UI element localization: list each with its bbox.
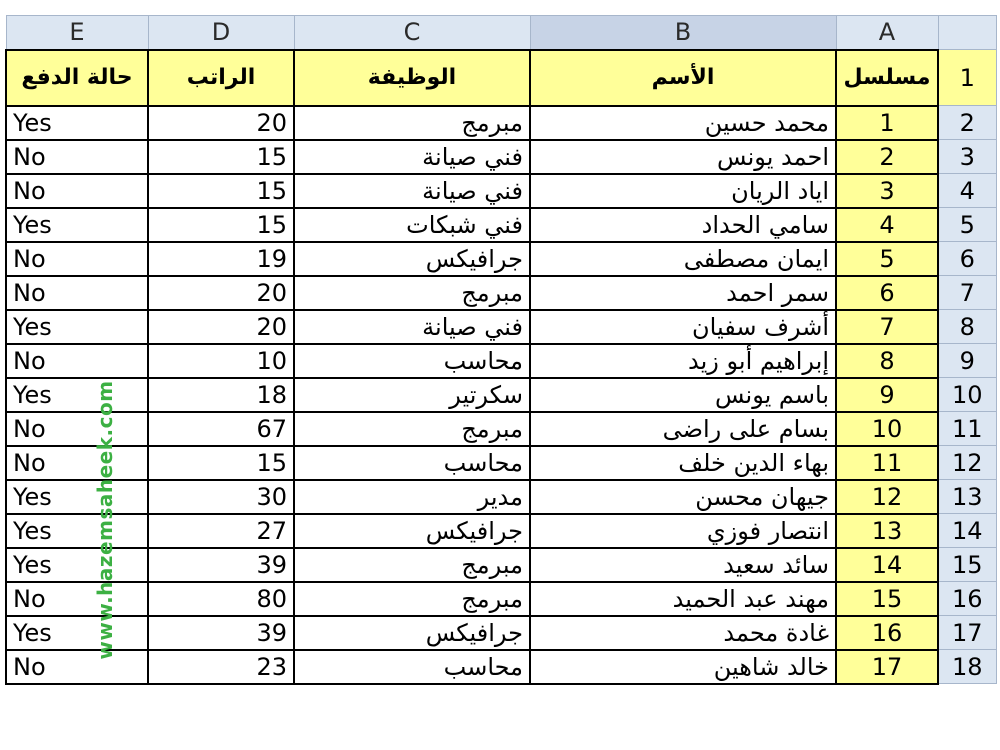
cell-name[interactable]: إبراهيم أبو زيد: [530, 344, 836, 378]
cell-payment-status[interactable]: Yes: [6, 310, 148, 344]
cell-name[interactable]: خالد شاهين: [530, 650, 836, 684]
cell-name[interactable]: أشرف سفيان: [530, 310, 836, 344]
row-number[interactable]: 18: [938, 650, 996, 684]
row-number[interactable]: 16: [938, 582, 996, 616]
header-payment-status[interactable]: حالة الدفع: [6, 50, 148, 106]
cell-salary[interactable]: 39: [148, 548, 294, 582]
table-row: [6, 412, 996, 446]
cell-payment-status[interactable]: Yes: [6, 514, 148, 548]
cell-name[interactable]: غادة محمد: [530, 616, 836, 650]
column-header-e[interactable]: E: [6, 16, 148, 50]
cell-job[interactable]: جرافيكس: [294, 514, 530, 548]
cell-name[interactable]: مهند عبد الحميد: [530, 582, 836, 616]
table-row: [6, 650, 996, 684]
row-number[interactable]: 7: [938, 276, 996, 310]
cell-name[interactable]: جيهان محسن: [530, 480, 836, 514]
column-header-b[interactable]: B: [530, 16, 836, 50]
cell-serial[interactable]: 16: [836, 616, 938, 650]
cell-salary[interactable]: 80: [148, 582, 294, 616]
cell-job[interactable]: فني شبكات: [294, 208, 530, 242]
table-row: [6, 582, 996, 616]
cell-job[interactable]: فني صيانة: [294, 174, 530, 208]
cell-name[interactable]: بسام على راضى: [530, 412, 836, 446]
cell-name[interactable]: انتصار فوزي: [530, 514, 836, 548]
cell-serial[interactable]: 8: [836, 344, 938, 378]
cell-payment-status[interactable]: No: [6, 582, 148, 616]
watermark-text: www.hazemsaheek.com: [93, 380, 117, 660]
cell-salary[interactable]: 15: [148, 208, 294, 242]
cell-job[interactable]: مدير: [294, 480, 530, 514]
table-row: [6, 616, 996, 650]
row-number[interactable]: 14: [938, 514, 996, 548]
table-row: [6, 446, 996, 480]
row-number[interactable]: 12: [938, 446, 996, 480]
table-row: [6, 378, 996, 412]
cell-salary[interactable]: 19: [148, 242, 294, 276]
cell-name[interactable]: سامي الحداد: [530, 208, 836, 242]
cell-name[interactable]: محمد حسين: [530, 106, 836, 140]
row-number[interactable]: 6: [938, 242, 996, 276]
cell-job[interactable]: فني صيانة: [294, 140, 530, 174]
cell-salary[interactable]: 15: [148, 174, 294, 208]
cell-payment-status[interactable]: Yes: [6, 378, 148, 412]
cell-name[interactable]: احمد يونس: [530, 140, 836, 174]
cell-name[interactable]: بهاء الدين خلف: [530, 446, 836, 480]
cell-serial[interactable]: 15: [836, 582, 938, 616]
header-name[interactable]: الأسم: [530, 50, 836, 106]
spreadsheet-grid: [5, 15, 997, 685]
cell-serial[interactable]: 6: [836, 276, 938, 310]
table-row: [6, 242, 996, 276]
cell-name[interactable]: باسم يونس: [530, 378, 836, 412]
cell-salary[interactable]: 10: [148, 344, 294, 378]
cell-serial[interactable]: 10: [836, 412, 938, 446]
table-row: [6, 106, 996, 140]
table-row: [6, 344, 996, 378]
cell-payment-status[interactable]: Yes: [6, 208, 148, 242]
cell-job[interactable]: سكرتير: [294, 378, 530, 412]
cell-payment-status[interactable]: Yes: [6, 548, 148, 582]
cell-payment-status[interactable]: Yes: [6, 616, 148, 650]
cell-payment-status[interactable]: Yes: [6, 106, 148, 140]
row-number[interactable]: 15: [938, 548, 996, 582]
row-number[interactable]: 4: [938, 174, 996, 208]
cell-salary[interactable]: 67: [148, 412, 294, 446]
cell-job[interactable]: جرافيكس: [294, 242, 530, 276]
cell-salary[interactable]: 20: [148, 310, 294, 344]
table-row: [6, 310, 996, 344]
header-job[interactable]: الوظيفة: [294, 50, 530, 106]
row-number[interactable]: 13: [938, 480, 996, 514]
cell-salary[interactable]: 15: [148, 446, 294, 480]
row-number[interactable]: 8: [938, 310, 996, 344]
cell-serial[interactable]: 5: [836, 242, 938, 276]
cell-job[interactable]: جرافيكس: [294, 616, 530, 650]
row-number[interactable]: 3: [938, 140, 996, 174]
header-salary[interactable]: الراتب: [148, 50, 294, 106]
cell-serial[interactable]: 2: [836, 140, 938, 174]
cell-name[interactable]: سمر احمد: [530, 276, 836, 310]
column-header-d[interactable]: D: [148, 16, 294, 50]
cell-payment-status[interactable]: No: [6, 446, 148, 480]
cell-salary[interactable]: 30: [148, 480, 294, 514]
cell-job[interactable]: محاسب: [294, 650, 530, 684]
cell-job[interactable]: مبرمج: [294, 582, 530, 616]
cell-payment-status[interactable]: No: [6, 276, 148, 310]
cell-serial[interactable]: 14: [836, 548, 938, 582]
cell-name[interactable]: ايمان مصطفى: [530, 242, 836, 276]
row-number[interactable]: 17: [938, 616, 996, 650]
cell-payment-status[interactable]: No: [6, 412, 148, 446]
cell-payment-status[interactable]: No: [6, 650, 148, 684]
cell-payment-status[interactable]: No: [6, 344, 148, 378]
table-row: [6, 480, 996, 514]
cell-salary[interactable]: 27: [148, 514, 294, 548]
cell-serial[interactable]: 1: [836, 106, 938, 140]
cell-name[interactable]: سائد سعيد: [530, 548, 836, 582]
table-row: [6, 276, 996, 310]
cell-serial[interactable]: 3: [836, 174, 938, 208]
row-number[interactable]: 2: [938, 106, 996, 140]
cell-job[interactable]: مبرمج: [294, 276, 530, 310]
cell-serial[interactable]: 13: [836, 514, 938, 548]
cell-salary[interactable]: 18: [148, 378, 294, 412]
cell-job[interactable]: فني صيانة: [294, 310, 530, 344]
column-header-c[interactable]: C: [294, 16, 530, 50]
table-row: [6, 208, 996, 242]
header-row: [6, 50, 996, 106]
row-number[interactable]: 11: [938, 412, 996, 446]
cell-serial[interactable]: 17: [836, 650, 938, 684]
select-all-corner[interactable]: [938, 16, 996, 50]
cell-salary[interactable]: 39: [148, 616, 294, 650]
cell-serial[interactable]: 4: [836, 208, 938, 242]
cell-payment-status[interactable]: No: [6, 140, 148, 174]
cell-payment-status[interactable]: No: [6, 242, 148, 276]
cell-job[interactable]: مبرمج: [294, 106, 530, 140]
row-number[interactable]: 10: [938, 378, 996, 412]
cell-serial[interactable]: 12: [836, 480, 938, 514]
table-row: [6, 140, 996, 174]
header-serial[interactable]: مسلسل: [836, 50, 938, 106]
row-number[interactable]: 5: [938, 208, 996, 242]
cell-serial[interactable]: 11: [836, 446, 938, 480]
cell-job[interactable]: محاسب: [294, 344, 530, 378]
table-row: [6, 548, 996, 582]
table-row: [6, 514, 996, 548]
column-header-a[interactable]: A: [836, 16, 938, 50]
cell-salary[interactable]: 20: [148, 276, 294, 310]
row-number[interactable]: 9: [938, 344, 996, 378]
cell-serial[interactable]: 7: [836, 310, 938, 344]
cell-job[interactable]: مبرمج: [294, 548, 530, 582]
cell-job[interactable]: مبرمج: [294, 412, 530, 446]
cell-name[interactable]: اياد الريان: [530, 174, 836, 208]
cell-salary[interactable]: 23: [148, 650, 294, 684]
cell-payment-status[interactable]: No: [6, 174, 148, 208]
row-number[interactable]: 1: [938, 50, 996, 106]
cell-payment-status[interactable]: Yes: [6, 480, 148, 514]
cell-job[interactable]: محاسب: [294, 446, 530, 480]
cell-serial[interactable]: 9: [836, 378, 938, 412]
table-row: [6, 174, 996, 208]
column-header-row: [6, 16, 996, 50]
cell-salary[interactable]: 20: [148, 106, 294, 140]
cell-salary[interactable]: 15: [148, 140, 294, 174]
